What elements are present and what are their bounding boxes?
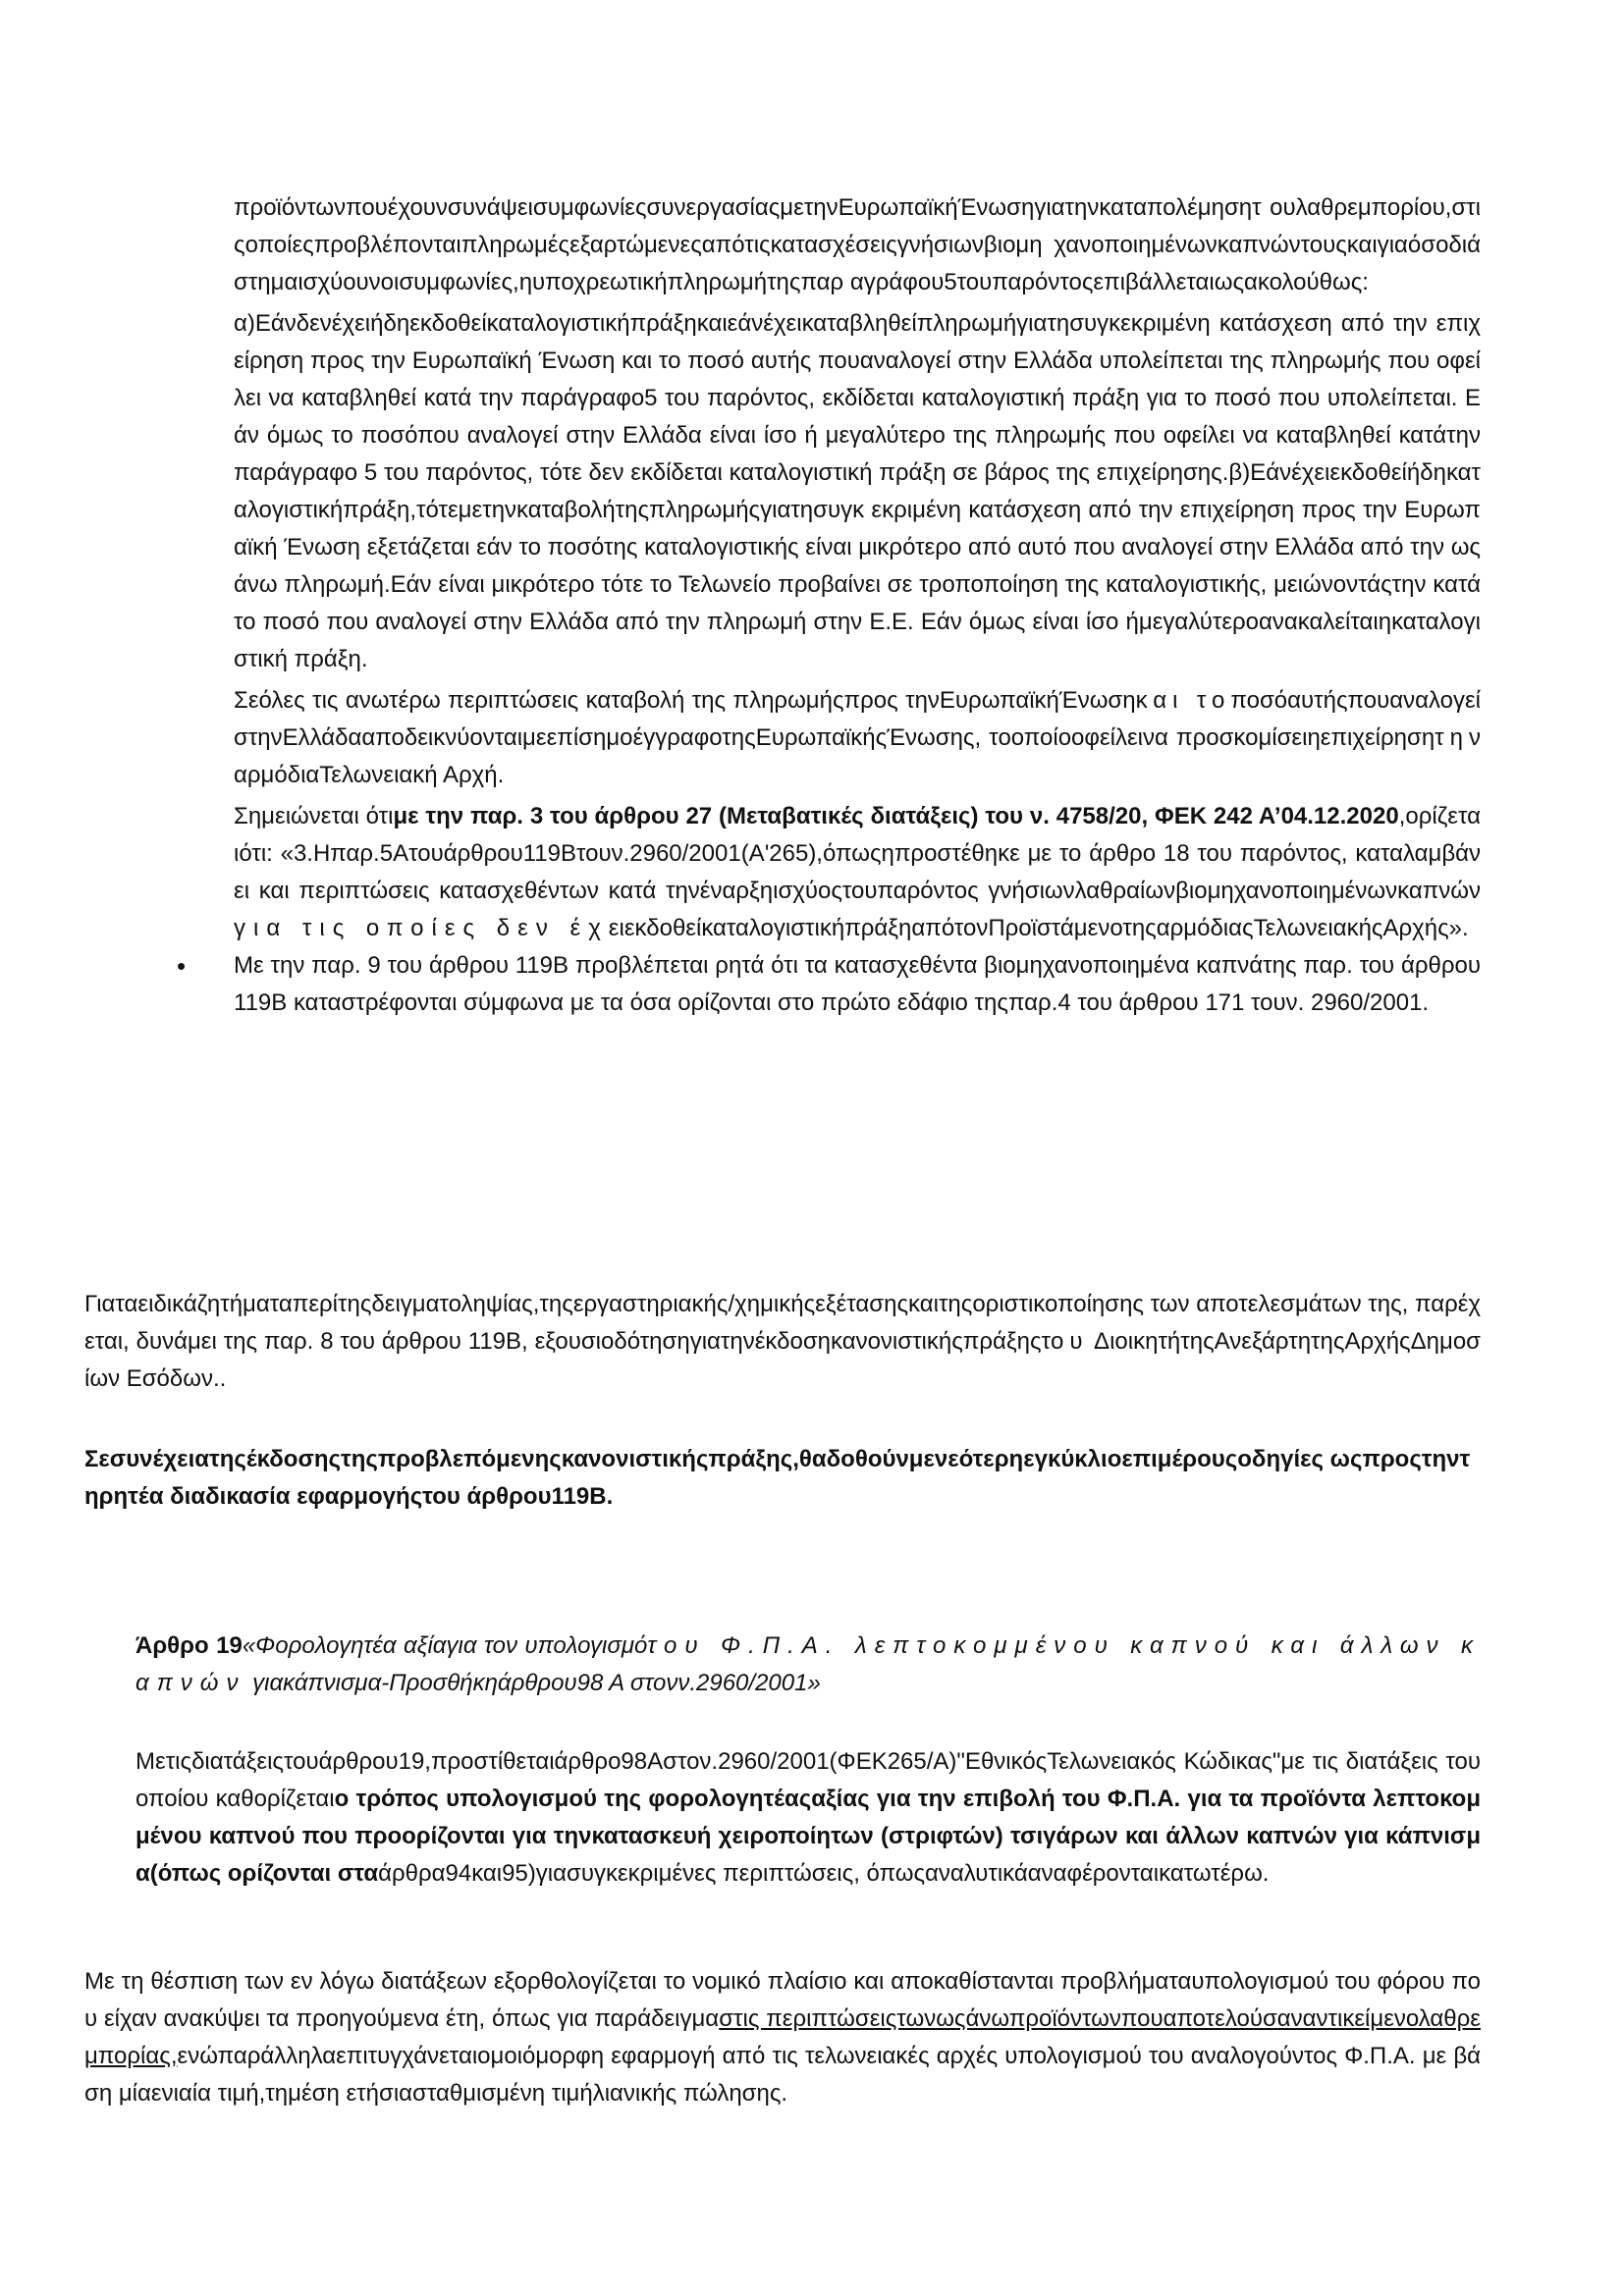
text-run: ενώπαράλληλαεπιτυγχάνεταιομοιόμορφη εφαρμογή από τις τελωνειακές αρχές υπολογισμού του αναλογούντος Φ.Π.Α. με βάση μίαενιαία τιμή,τημέση ετήσιασταθμισμένη τιμήλιανικής πώλησης. — [84, 2043, 1481, 2107]
text-run-bold: ο τρόπος υπολογισμού της φορολογητέαςαξίας για την επιβολή του Φ.Π.Α. για τα προϊόντα λεπτοκομμένου καπνού που προορίζονται για τηνκατασκευή χειροποίητων (στριφτών) τσιγάρων και άλλων καπνών για κάπνισμα(όπως ορίζονται στα — [135, 1786, 1482, 1887]
text-run-spaced: ου — [1051, 1328, 1089, 1355]
sampling-paragraph — [84, 1286, 1481, 1398]
article-label: Άρθρο 19 — [135, 1632, 243, 1659]
text-run: ποσόαυτήςπουαναλογείστηνΕλλάδααποδεικνύονταιμεεπίσημοέγγραφοτηςΕυρωπαϊκήςΈνωσης, τοοποίοοφείλεινα προσκομίσειηεπιχείρηση — [234, 687, 1481, 751]
text-run: ν αρμόδιαΤελωνειακή Αρχή. — [234, 724, 1481, 788]
paragraph-transitional-note — [234, 798, 1481, 947]
text-run: άρθρα94και95)γιασυγκεκριμένες περιπτώσεις, όπωςαναλυτικάαναφέρονταικατωτέρω. — [378, 1860, 1270, 1887]
bullet-icon: • — [177, 951, 187, 981]
text-run-underlined: στις περιπτώσειςτωνωςάνωπροϊόντωνπουαποτελούσαναντικείμενολαθρεμπορίας, — [84, 2005, 1482, 2069]
paragraph-cases-a-b: α)Εάνδενέχειήδηεκδοθείκαταλογιστικήπράξηκαιεάνέχεικαταβληθείπληρωμήγιατησυγκεκριμένη κατάσχεση από την επιχείρηση προς την Ευρωπαϊκή Ένωση και το ποσό αυτής πουαναλογεί στην Ελλάδα υπολείπεται της πληρωμής που οφείλει να καταβληθεί κατά την παράγραφο5 του παρόντος, εκδίδεται καταλογιστική πράξη για το ποσό που υπολείπεται. Εάν όμως το ποσόπου αναλογεί στην Ελλάδα είναι ίσο ή μεγαλύτερο της πληρωμής που οφείλει να καταβληθεί κατάτην παράγραφο 5 του παρόντος, τότε δεν εκδίδεται καταλογιστική πράξη σε βάρος της επιχείρησης.β)Εάνέχειεκδοθείήδηκαταλογιστικήπράξη,τότεμετηνκαταβολήτηςπληρωμήςγιατησυγκ εκριμένη κατάσχεση από την επιχείρηση προς την Ευρωπαϊκή Ένωση εξετάζεται εάν το ποσότης καταλογιστικής είναι μικρότερο από αυτό που αναλογεί στην Ελλάδα από την ως άνω πληρωμή.Εάν είναι μικρότερο τότε το Τελωνείο προβαίνει σε τροποποίηση της καταλογιστικής, μειώνοντάςτην κατά το ποσό που αναλογεί στην Ελλάδα από την πληρωμή στην Ε.Ε. Εάν όμως είναι ίσο ήμεγαλύτεροανακαλείταιηκαταλογιστική πράξη. — [234, 310, 1481, 672]
paragraph-agreements: προϊόντωνπουέχουνσυνάψεισυμφωνίεςσυνεργασίαςμετηνΕυρωπαϊκήΈνωσηγιατηνκαταπολέμησητ ουλαθρεμπορίου,στιςοποίεςπροβλέπονταιπληρωμέςεξαρτώμενεςαπότιςκατασχέσειςγνήσιωνβιομη χανοποιημένωνκαπνώντουςκαιγιαόσοδιάστημαισχύουνοισυμφωνίες,ηυποχρεωτικήπληρωμήτηςπαρ αγράφου5τουπαρόντοςεπιβάλλεταιωςακολούθως: — [234, 194, 1481, 295]
text-run: Με τη θέσπιση των εν λόγω διατάξεων εξορθολογίζεται το νομικό πλαίσιο και αποκαθίστανται προβλήματαυπολογισμού του φόρου που είχαν ανακύψει τα προηγούμενα έτη, όπως για παράδειγμα — [84, 1968, 1481, 2032]
text-run: ΔιοικητήτηςΑνεξάρτητηςΑρχήςΔημοσίων Εσόδων.. — [84, 1328, 1481, 1392]
text-run: ,ορίζεταιότι: «3.Ηπαρ.5Ατουάρθρου119Βτουν.2960/2001(Α'265),όπωςηπροστέθηκε με το άρθρο 18 του παρόντος, καταλαμβάνει και περιπτώσεις κατασχεθέντων κατά τηνέναρξηισχύοςτουπαρόντος γνήσιωνλαθραίωνβιομηχανοποιημένωνκαπνών — [234, 803, 1481, 904]
text-run: Γιαταειδικάζητήματαπερίτηςδειγματοληψίας,τηςεργαστηριακής/χημικήςεξέτασηςκαιτηςοριστικοποίησης των αποτελεσμάτων της, παρέχεται, δυνάμει της παρ. 8 του άρθρου 119Β, εξουσιοδότησηγιατηνέκδοσηκανονιστικήςπράξηςτ — [84, 1291, 1482, 1355]
indented-section — [177, 189, 1481, 1022]
article-body — [135, 1743, 1481, 1893]
text-run-spaced: και το — [1135, 687, 1231, 714]
article-title: «Φορολογητέα αξίαγια τον υπολογισμό — [242, 1632, 648, 1659]
bullet-list-item — [177, 947, 1481, 1022]
article-title-spaced: του Φ.Π.Α. λεπτοκομμένου καπνού και άλλων καπνών — [135, 1632, 1481, 1696]
paragraph-proof-documents — [234, 682, 1481, 794]
paragraph-rationalisation — [84, 1963, 1481, 2112]
bold-instructions-paragraph — [84, 1441, 1481, 1516]
text-run: ειεκδοθείκαταλογιστικήπράξηαπότονΠροϊστάμενοτηςαρμόδιαςΤελωνειακήςΑρχής». — [608, 915, 1469, 941]
bullet-text: Με την παρ. 9 του άρθρου 119Β προβλέπεται ρητά ότι τα κατασχεθέντα βιομηχανοποιημένα καπνάτης παρ. του άρθρου 119Β καταστρέφονται σύμφωνα με τα όσα ορίζονται στο πρώτο εδάφιο τηςπαρ.4 του άρθρου 171 τουν. 2960/2001. — [234, 952, 1481, 1016]
text-run-spaced: τη — [1435, 724, 1469, 751]
paragraph-instructions: Σεσυνέχειατηςέκδοσηςτηςπροβλεπόμενηςκανονιστικήςπράξης,θαδοθούνμενεότερηεγκύκλιοεπιμέρουςοδηγίες ωςπροςτηντηρητέα διαδικασία εφαρμογήςτου άρθρου119Β. — [84, 1446, 1471, 1510]
article-19-section — [135, 1628, 1481, 1893]
text-run: Σημειώνεται ότι — [234, 803, 394, 829]
text-run-spaced: για τις οποίες δεν έχ — [234, 915, 609, 941]
text-run: Σεόλες τις ανωτέρω περιπτώσεις καταβολή της πληρωμήςπρος τηνΕυρωπαϊκήΈνωση — [234, 687, 1136, 714]
article-title: γιακάπνισμα-Προσθήκηάρθρου98 Α στονν.2960/2001» — [245, 1670, 821, 1696]
text-run-bold: με την παρ. 3 του άρθρου 27 (Μεταβατικές διατάξεις) του ν. 4758/20, ΦΕΚ 242 Α’04.12.2020 — [393, 803, 1399, 829]
rationalisation-paragraph — [84, 1963, 1481, 2112]
text-run: Μετιςδιατάξειςτουάρθρου19,προστίθεταιάρθρο98Αστον.2960/2001(ΦΕΚ265/Α)"ΕθνικόςΤελωνειακός Κώδικας"με τις διατάξεις του οποίου καθορίζεται — [135, 1748, 1481, 1812]
article-heading — [135, 1628, 1481, 1702]
paragraph-sampling — [84, 1286, 1481, 1398]
